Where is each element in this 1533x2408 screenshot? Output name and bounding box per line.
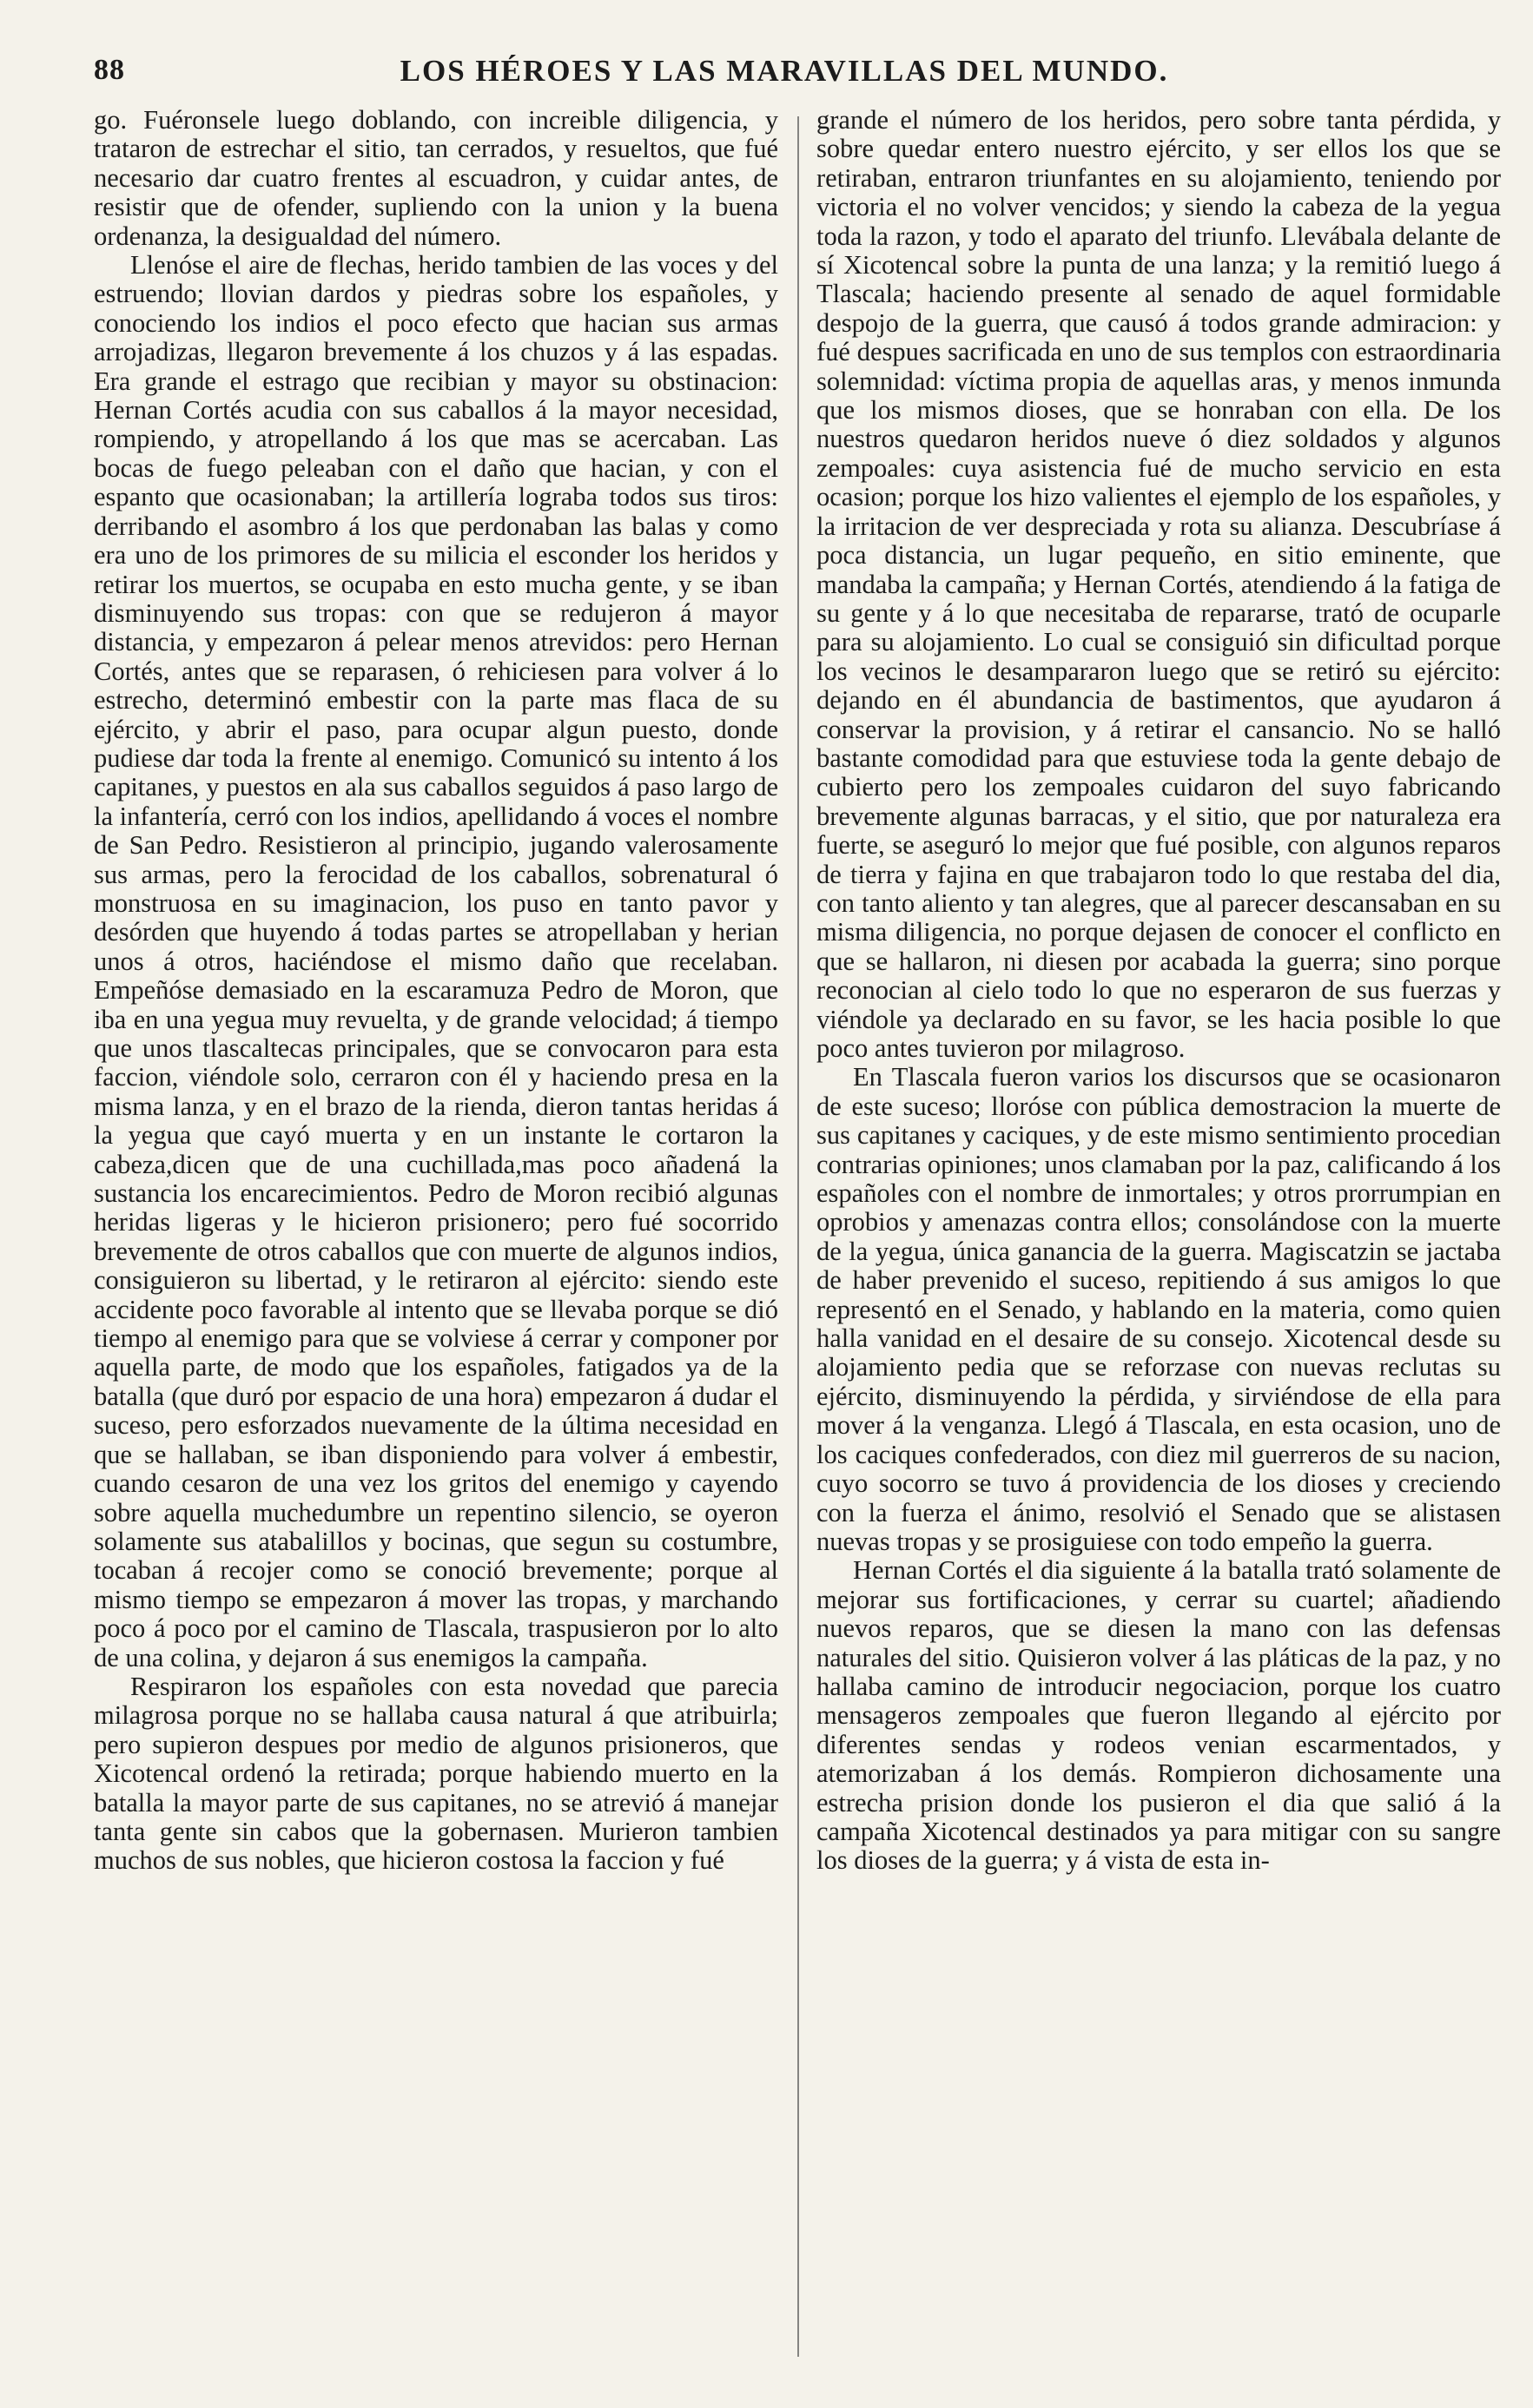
text-columns bbox=[94, 106, 1501, 2372]
paragraph: En Tlascala fueron varios los discursos que se ocasionaron de este suceso; lloróse con pública demostracion la muerte de sus capitanes y caciques, y de este mismo sentimiento procedian contrarias opiniones; unos clamaban por la paz, calificando á los españoles con el nombre de inmortales; y otros prorrumpian en oprobios y amenazas contra ellos; consolándose con la muerte de la yegua, única ganancia de la guerra. Magiscatzin se jactaba de haber prevenido el suceso, repitiendo á sus amigos lo que representó en el Senado, y hablando en la materia, como quien halla vanidad en el desaire de su consejo. Xicotencal desde su alojamiento pedia que se reforzase con nuevas reclutas su ejército, disminuyendo la pérdida, y sirviéndose de ella para mover á la venganza. Llegó á Tlascala, en esta ocasion, uno de los caciques confederados, con diez mil guerreros de su nacion, cuyo socorro se tuvo á providencia de los dioses y creciendo con la fuerza el ánimo, resolvió el Senado que se alistasen nuevas tropas y se prosiguiese con todo empeño la guerra. bbox=[816, 1062, 1501, 1556]
right-column bbox=[816, 106, 1501, 2372]
paragraph: grande el número de los heridos, pero sobre tanta pérdida, y sobre quedar entero nuestro ejército, y ser ellos los que se retiraban, entraron triunfantes en su alojamiento, teniendo por victoria el no volver vencidos; y siendo la cabeza de la yegua toda la razon, y todo el aparato del triunfo. Llevábala delante de sí Xicotencal sobre la punta de una lanza; y la remitió luego á Tlascala; haciendo presente al senado de aquel formidable despojo de la guerra, que causó á todos grande admiracion: y fué despues sacrificada en uno de sus templos con estraordinaria solemnidad: víctima propia de aquellas aras, y menos inmunda que los mismos dioses, que se honraban con ella. De los nuestros quedaron heridos nueve ó diez soldados y algunos zempoales: cuya asistencia fué de mucho servicio en esta ocasion; porque los hizo valientes el ejemplo de los españoles, y la irritacion de ver despreciada y rota su alianza. Descubríase á poca distancia, un lugar pequeño, en sitio eminente, que mandaba la campaña; y Hernan Cortés, atendiendo á la fatiga de su gente y á lo que necesitaba de repararse, trató de ocuparle para su alojamiento. Lo cual se consiguió sin dificultad porque los vecinos le desampararon luego que se retiró su ejército: dejando en él abundancia de bastimentos, que ayudaron á conservar la provision, y á retirar el cansancio. No se halló bastante comodidad para que estuviese toda la gente debajo de cubierto pero los zempoales cuidaron del suyo fabricando brevemente algunas barracas, y el sitio, que por naturaleza era fuerte, se aseguró lo mejor que fué posible, con algunos reparos de tierra y fajina en que trabajaron todo lo que restaba del dia, con tanto aliento y tan alegres, que al parecer descansaban en su misma diligencia, no porque dejasen de conocer el conflicto en que se hallaron, ni diesen por acabada la guerra; sino porque reconocian al cielo todo lo que no esperaron de sus fuerzas y viéndole ya declarado en su favor, se les hacia posible lo que poco antes tuvieron por milagroso. bbox=[816, 106, 1501, 1063]
paragraph: Hernan Cortés el dia siguiente á la batalla trató solamente de mejorar sus fortificaciones, y cerrar su cuartel; añadiendo nuevos reparos, que se diesen la mano con las defensas naturales del sitio. Quisieron volver á las pláticas de la paz, y no hallaba camino de introducir negociacion, porque los cuatro mensageros zempoales que fueron llegando al ejército por diferentes sendas y rodeos venian escarmentados, y atemorizaban á los demás. Rompieron dichosamente una estrecha prision donde los pusieron el dia que salió á la campaña Xicotencal destinados ya para mitigar con su sangre los dioses de la guerra; y á vista de esta in- bbox=[816, 1555, 1501, 1876]
column-divider bbox=[797, 116, 799, 2357]
paragraph: Respiraron los españoles con esta novedad que parecia milagrosa porque no se hallaba causa natural á que atribuirla; pero supieron despues por medio de algunos prisioneros, que Xicotencal ordenó la retirada; porque habiendo muerto en la batalla la mayor parte de sus capitanes, no se atrevió á manejar tanta gente sin cabos que la gobernasen. Murieron tambien muchos de sus nobles, que hicieron costosa la faccion y fué bbox=[94, 1671, 778, 1876]
paragraph: Llenóse el aire de flechas, herido tambien de las voces y del estruendo; llovian dardos y piedras sobre los españoles, y conociendo los indios el poco efecto que hacian sus armas arrojadizas, llegaron brevemente á los chuzos y á las espadas. Era grande el estrago que recibian y mayor su obstinacion: Hernan Cortés acudia con sus caballos á la mayor necesidad, rompiendo, y atropellando á los que mas se acercaban. Las bocas de fuego peleaban con el daño que hacian, y con el espanto que ocasionaban; la artillería lograba todos sus tiros: derribando el asombro á los que perdonaban las balas y como era uno de los primores de su milicia el esconder los heridos y retirar los muertos, se ocupaba en esto mucha gente, y se iban disminuyendo sus tropas: con que se redujeron á mayor distancia, y empezaron á pelear menos atrevidos: pero Hernan Cortés, antes que se reparasen, ó rehiciesen para volver á lo estrecho, determinó embestir con la parte mas flaca de su ejército, y abrir el paso, para ocupar algun puesto, donde pudiese dar toda la frente al enemigo. Comunicó su intento á los capitanes, y puestos en ala sus caballos seguidos á paso largo de la infantería, cerró con los indios, apellidando á voces el nombre de San Pedro. Resistieron al principio, jugando valerosamente sus armas, pero la ferocidad de los caballos, sobrenatural ó monstruosa en su imaginacion, los puso en tanto pavor y desórden que huyendo á todas partes se atropellaban y herian unos á otros, haciéndose el mismo daño que recelaban. Empeñóse demasiado en la escaramuza Pedro de Moron, que iba en una yegua muy revuelta, y de grande velocidad; á tiempo que unos tlascaltecas principales, que se convocaron para esta faccion, viéndole solo, cerraron con él y haciendo presa en la misma lanza, y en el brazo de la rienda, dieron tantas heridas á la yegua que cayó muerta y en un instante le cortaron la cabeza,dicen que de una cuchillada,mas poco añadená la sustancia los encarecimientos. Pedro de Moron recibió algunas heridas ligeras y le hicieron prisionero; pero fué socorrido brevemente de otros caballos que con muerte de algunos indios, consiguieron su libertad, y le retiraron al ejército: siendo este accidente poco favorable al intento que se llevaba porque se dió tiempo al enemigo para que se volviese á cerrar y componer por aquella parte, de modo que los españoles, fatigados ya de la batalla (que duró por espacio de una hora) empezaron á dudar el suceso, pero esforzados nuevamente de la última necesidad en que se hallaban, se iban disponiendo para volver á embestir, cuando cesaron de una vez los gritos del enemigo y cayendo sobre aquella muchedumbre un repentino silencio, se oyeron solamente sus atabalillos y bocinas, que segun su costumbre, tocaban á recojer como se conoció brevemente; porque al mismo tiempo se empezaron á mover las tropas, y marchando poco á poco por el camino de Tlascala, traspusieron por lo alto de una colina, y dejaron á sus enemigos la campaña. bbox=[94, 250, 778, 1672]
running-title: LOS HÉROES Y LAS MARAVILLAS DEL MUNDO. bbox=[400, 54, 1169, 88]
page-number: 88 bbox=[94, 54, 125, 86]
left-column bbox=[94, 106, 778, 2372]
page-header bbox=[94, 54, 1475, 97]
paragraph: go. Fuéronsele luego doblando, con increible diligencia, y trataron de estrechar el sitio, tan cerrados, y resueltos, que fué necesario dar cuatro frentes al escuadron, y cuidar antes, de resistir que de ofender, supliendo con la union y la buena ordenanza, la desigualdad del número. bbox=[94, 106, 778, 251]
